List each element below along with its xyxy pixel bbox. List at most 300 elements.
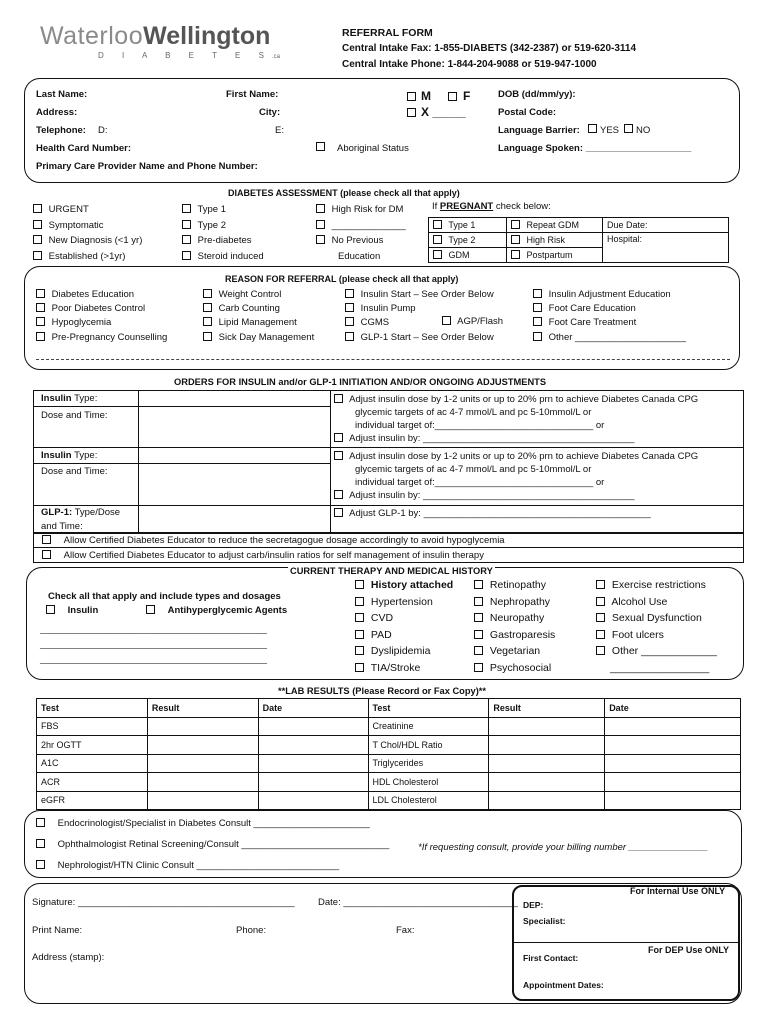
checkbox[interactable] xyxy=(596,580,605,589)
lab-result-cell[interactable] xyxy=(489,717,605,736)
lab-date-cell[interactable] xyxy=(258,791,368,810)
assessment-steroid-label: Steroid induced xyxy=(197,250,264,262)
insulin-type-suffix-1: Type: xyxy=(71,393,98,404)
health-card-label: Health Card Number: xyxy=(36,143,132,154)
checkbox[interactable] xyxy=(203,289,212,298)
reason-insulin-start[interactable] xyxy=(345,288,494,302)
nephropathy[interactable] xyxy=(474,594,555,611)
checkbox[interactable] xyxy=(433,250,442,259)
adjust-insulin-by-2[interactable] xyxy=(334,489,698,502)
adjust-glp1[interactable] xyxy=(334,508,651,520)
checkbox[interactable] xyxy=(345,332,354,341)
therapy-line-2[interactable]: ________________________________________________ xyxy=(40,639,267,649)
vegetarian-label: Vegetarian xyxy=(489,645,541,657)
exercise-restrictions-label: Exercise restrictions xyxy=(611,579,706,591)
reason-diabetes-education[interactable] xyxy=(36,288,167,302)
date-field[interactable]: Date: _________________________________ xyxy=(318,897,518,908)
checkbox[interactable] xyxy=(433,220,442,229)
reason-col1 xyxy=(36,288,167,345)
due-date-label: Due Date: xyxy=(607,220,648,230)
logo-part2: Wellington xyxy=(143,22,271,50)
reason-agp-label: AGP/Flash xyxy=(457,316,504,327)
consult-nephro-label: Nephrologist/HTN Clinic Consult ___________________________ xyxy=(57,860,340,871)
nephropathy-label: Nephropathy xyxy=(489,595,551,608)
sex-m-checkbox[interactable] xyxy=(407,92,416,101)
reason-prepregnancy-label: Pre-Pregnancy Counselling xyxy=(51,331,168,343)
therapy-antihyper[interactable] xyxy=(146,605,287,617)
therapy-line-1[interactable]: ________________________________________________ xyxy=(40,624,267,634)
lab-test-acr: ACR xyxy=(37,773,148,792)
reason-glp1-start-label: GLP-1 Start – See Order Below xyxy=(360,331,494,343)
gastroparesis[interactable] xyxy=(474,627,555,644)
reason-foot-care-tx[interactable] xyxy=(533,316,686,330)
checkbox[interactable] xyxy=(203,332,212,341)
dose-time-input-1[interactable] xyxy=(140,407,329,447)
glp1-bold: GLP-1: xyxy=(41,507,73,518)
foot-ulcers[interactable] xyxy=(596,627,717,644)
adjust-line1-a: Adjust insulin dose by 1-2 units or up to 20% prn to achieve Diabetes Canada CPG xyxy=(349,394,699,405)
specialist-label: Specialist: xyxy=(523,916,566,926)
checkbox[interactable] xyxy=(533,303,542,312)
checkbox[interactable] xyxy=(355,663,364,672)
assessment-type1[interactable] xyxy=(182,202,264,218)
checkbox[interactable] xyxy=(36,818,45,827)
assessment-no-previous[interactable] xyxy=(316,233,406,249)
lab-test-triglycerides: Triglycerides xyxy=(368,754,489,773)
billing-number[interactable]: *If requesting consult, provide your billing number _______________ xyxy=(418,842,708,853)
checkbox[interactable] xyxy=(36,289,45,298)
adjust-by-label-2: Adjust insulin by: ________________________________________ xyxy=(349,490,635,501)
checkbox[interactable] xyxy=(334,490,343,499)
checkbox[interactable] xyxy=(355,613,364,622)
sex-x-checkbox[interactable] xyxy=(407,108,416,117)
checkbox[interactable] xyxy=(334,433,343,442)
sex-m-label: M xyxy=(421,89,431,103)
reason-title: REASON FOR REFERRAL (please check all that apply) xyxy=(225,274,459,284)
foot-ulcers-label: Foot ulcers xyxy=(611,628,664,641)
insulin-type-suffix-2: Type: xyxy=(71,450,98,461)
logo-wordmark xyxy=(40,22,270,51)
checkbox[interactable] xyxy=(345,289,354,298)
reason-foot-care-ed[interactable] xyxy=(533,302,686,316)
language-barrier-yes: YES xyxy=(600,125,620,136)
reason-insulin-start-label: Insulin Start – See Order Below xyxy=(360,289,494,300)
internal-use-title: For Internal Use ONLY xyxy=(630,886,726,896)
checkbox[interactable] xyxy=(33,220,42,229)
insulin-type-input-1[interactable] xyxy=(140,391,329,406)
lab-result-cell[interactable] xyxy=(147,791,258,810)
checkbox[interactable] xyxy=(36,332,45,341)
lab-table xyxy=(36,698,741,810)
reason-hypoglycemia[interactable] xyxy=(36,316,167,330)
lab-result-cell[interactable] xyxy=(147,754,258,773)
neuropathy[interactable] xyxy=(474,610,555,627)
reason-insulin-adjust-ed[interactable] xyxy=(533,288,686,302)
lab-test-fbs: FBS xyxy=(37,717,148,736)
reason-weight-control[interactable] xyxy=(203,288,314,302)
lab-result-cell[interactable] xyxy=(147,736,258,755)
assessment-high-risk-label: High Risk for DM xyxy=(331,204,404,215)
assessment-col1 xyxy=(33,202,142,264)
allow-carb-ratio-label: Allow Certified Diabetes Educator to adjust carb/insulin ratios for self management of insulin therapy xyxy=(63,550,484,561)
reason-other-label: Other _____________________ xyxy=(548,331,686,343)
checkbox[interactable] xyxy=(42,535,51,544)
checkbox[interactable] xyxy=(182,220,191,229)
reason-other[interactable] xyxy=(533,331,686,345)
assessment-col2 xyxy=(182,202,264,264)
checkbox[interactable] xyxy=(334,451,343,460)
orders-divider-2 xyxy=(330,390,331,533)
adjust-line1-b: Adjust insulin dose by 1-2 units or up to 20% prn to achieve Diabetes Canada CPG xyxy=(349,451,699,462)
therapy-col1 xyxy=(355,577,453,676)
logo-sub-text: D I A B E T E S xyxy=(98,51,272,60)
tia-stroke[interactable] xyxy=(355,660,453,677)
primary-care-label: Primary Care Provider Name and Phone Number: xyxy=(36,161,258,172)
preg-type2[interactable] xyxy=(429,233,507,248)
lab-test-ldl: LDL Cholesterol xyxy=(368,791,489,810)
checkbox[interactable] xyxy=(345,317,354,326)
reason-lipid[interactable] xyxy=(203,316,314,330)
lab-date-cell[interactable] xyxy=(258,754,368,773)
assessment-other-line[interactable] xyxy=(316,218,406,234)
reason-carb-counting[interactable] xyxy=(203,302,314,316)
lab-result-cell[interactable] xyxy=(489,754,605,773)
orders-rule xyxy=(33,463,330,464)
therapy-col2 xyxy=(474,577,555,676)
pregnant-pre: If xyxy=(432,201,440,212)
lab-date-cell[interactable] xyxy=(258,717,368,736)
adjust-dose-2[interactable] xyxy=(334,450,698,463)
lab-row xyxy=(37,754,741,773)
consult-nephro[interactable] xyxy=(36,860,339,872)
checkbox[interactable] xyxy=(36,839,45,848)
assessment-no-previous-label2: Education xyxy=(338,250,381,262)
appointment-dates-label: Appointment Dates: xyxy=(523,980,604,990)
lab-result-cell[interactable] xyxy=(489,791,605,810)
lab-test-egfr: eGFR xyxy=(37,791,148,810)
aboriginal-checkbox[interactable] xyxy=(316,142,325,151)
reason-hypoglycemia-label: Hypoglycemia xyxy=(51,317,112,329)
insulin-type-label-2 xyxy=(41,451,97,462)
fax-label: Fax: xyxy=(396,925,415,936)
intake-phone: Central Intake Phone: 1-844-204-9088 or 519-947-1000 xyxy=(342,59,597,70)
orders-rule xyxy=(33,505,744,506)
insulin-type-bold-1: Insulin xyxy=(41,393,72,404)
reason-insulin-adjust-ed-label: Insulin Adjustment Education xyxy=(548,289,671,300)
checkbox[interactable] xyxy=(146,605,155,614)
cvd[interactable] xyxy=(355,610,453,627)
postal-label: Postal Code: xyxy=(498,107,557,118)
reason-cgms-label: CGMS xyxy=(360,317,390,329)
adjust-glp1-label: Adjust GLP-1 by: ___________________________________________ xyxy=(349,508,651,519)
dyslipidemia-label: Dyslipidemia xyxy=(370,645,431,657)
and-time-label: and Time: xyxy=(41,521,83,532)
reason-prepregnancy[interactable] xyxy=(36,331,167,345)
history-attached-label: History attached xyxy=(370,579,454,591)
checkbox[interactable] xyxy=(33,204,42,213)
checkbox[interactable] xyxy=(433,235,442,244)
adjust-dose-1[interactable] xyxy=(334,393,698,406)
checkbox[interactable] xyxy=(182,204,191,213)
assessment-type2-label: Type 2 xyxy=(197,219,226,231)
preg-type1-label: Type 1 xyxy=(448,220,476,230)
checkbox[interactable] xyxy=(474,663,483,672)
checkbox[interactable] xyxy=(334,394,343,403)
adjust-line3-b: individual target of:______________________________ or xyxy=(355,477,605,488)
assessment-symptomatic[interactable] xyxy=(33,218,142,234)
exercise-restrictions[interactable] xyxy=(596,577,717,594)
assessment-prediabetes[interactable] xyxy=(182,233,264,249)
consult-endo[interactable] xyxy=(36,818,370,830)
lab-row xyxy=(37,717,741,736)
lab-date-cell[interactable] xyxy=(258,736,368,755)
checkbox[interactable] xyxy=(316,204,325,213)
therapy-title: CURRENT THERAPY AND MEDICAL HISTORY xyxy=(290,566,493,576)
allow-secretagogue-label: Allow Certified Diabetes Educator to reduce the secretagogue dosage accordingly to avoid hypoglycemia xyxy=(63,535,505,546)
lab-header-row xyxy=(37,699,741,718)
therapy-other-label: Other _____________ xyxy=(611,645,718,657)
assessment-steroid[interactable] xyxy=(182,249,264,265)
checkbox[interactable] xyxy=(474,646,483,655)
language-barrier-label: Language Barrier: xyxy=(498,125,580,136)
reason-foot-care-ed-label: Foot Care Education xyxy=(548,303,636,315)
dyslipidemia[interactable] xyxy=(355,643,453,660)
glp1-suffix: Type/Dose xyxy=(72,507,121,518)
checkbox[interactable] xyxy=(355,597,364,606)
checkbox[interactable] xyxy=(474,580,483,589)
checkbox[interactable] xyxy=(596,613,605,622)
checkbox[interactable] xyxy=(316,220,325,229)
telephone-day-label: D: xyxy=(98,125,108,136)
preg-repeat-gdm[interactable] xyxy=(507,218,603,233)
checkbox[interactable] xyxy=(533,289,542,298)
glp1-label xyxy=(41,508,120,519)
reason-notes-line[interactable] xyxy=(36,359,730,360)
preg-type1[interactable] xyxy=(429,218,507,233)
assessment-urgent-label: URGENT xyxy=(48,204,89,215)
insulin-type-bold-2: Insulin xyxy=(41,450,72,461)
therapy-other-line[interactable]: _________________ xyxy=(610,661,710,674)
checkbox[interactable] xyxy=(355,580,364,589)
logo-part1: Waterloo xyxy=(40,22,144,50)
checkbox[interactable] xyxy=(42,550,51,559)
lab-result-cell[interactable] xyxy=(147,717,258,736)
history-attached[interactable] xyxy=(355,577,453,594)
sex-f-checkbox[interactable] xyxy=(448,92,457,101)
lab-result-cell[interactable] xyxy=(489,773,605,792)
assessment-symptomatic-label: Symptomatic xyxy=(48,219,104,231)
sexual-dysfunction[interactable] xyxy=(596,610,717,627)
checkbox[interactable] xyxy=(596,630,605,639)
checkbox[interactable] xyxy=(474,597,483,606)
psychosocial[interactable] xyxy=(474,660,555,677)
checkbox[interactable] xyxy=(511,235,520,244)
assessment-high-risk[interactable] xyxy=(316,202,406,218)
therapy-insulin-label: Insulin xyxy=(67,605,99,616)
dose-time-label-1: Dose and Time: xyxy=(41,410,108,421)
checkbox[interactable] xyxy=(316,235,325,244)
adjust-line2-b: glycemic targets of ac 4-7 mmol/L and pc 5-10mmol/L or xyxy=(355,464,592,475)
orders-divider-1 xyxy=(138,390,139,533)
lab-title: **LAB RESULTS (Please Record or Fax Copy)** xyxy=(278,686,487,696)
intake-fax: Central Intake Fax: 1-855-DIABETS (342-2387) or 519-620-3114 xyxy=(342,43,637,54)
allow-carb-ratio[interactable] xyxy=(42,550,484,562)
therapy-instruction: Check all that apply and include types and dosages xyxy=(48,591,281,602)
checkbox[interactable] xyxy=(474,630,483,639)
internal-divider xyxy=(512,942,740,943)
consult-endo-label: Endocrinologist/Specialist in Diabetes Consult ______________________ xyxy=(57,818,370,829)
checkbox[interactable] xyxy=(442,316,451,325)
sexual-dysfunction-label: Sexual Dysfunction xyxy=(611,612,702,624)
preg-type2-label: Type 2 xyxy=(448,235,476,245)
language-spoken-label: Language Spoken: ____________________ xyxy=(498,143,692,154)
reason-lipid-label: Lipid Management xyxy=(218,317,297,329)
sex-f-label: F xyxy=(463,89,471,103)
sex-x-label: X _____ xyxy=(421,105,466,119)
gastroparesis-label: Gastroparesis xyxy=(489,628,556,641)
lab-header-result-left: Result xyxy=(147,699,258,718)
pregnant-heading xyxy=(432,202,551,213)
lab-result-cell[interactable] xyxy=(489,736,605,755)
assessment-established-label: Established (>1yr) xyxy=(48,250,126,262)
assessment-type1-label: Type 1 xyxy=(197,204,226,215)
therapy-insulin[interactable] xyxy=(46,605,98,617)
vegetarian[interactable] xyxy=(474,643,555,660)
first-name-label: First Name: xyxy=(226,89,279,100)
checkbox[interactable] xyxy=(203,303,212,312)
checkbox[interactable] xyxy=(355,646,364,655)
pregnant-post: check below: xyxy=(493,201,551,212)
preg-postpartum-label: Postpartum xyxy=(526,250,573,260)
preg-repeat-gdm-label: Repeat GDM xyxy=(526,220,580,230)
lab-date-cell[interactable] xyxy=(605,717,741,736)
preg-gdm[interactable] xyxy=(429,248,507,263)
checkbox[interactable] xyxy=(36,860,45,869)
checkbox[interactable] xyxy=(36,317,45,326)
dep-label: DEP: xyxy=(523,900,544,910)
checkbox[interactable] xyxy=(596,597,605,606)
checkbox[interactable] xyxy=(36,303,45,312)
reason-col2 xyxy=(203,288,314,345)
lab-row xyxy=(37,773,741,792)
psychosocial-label: Psychosocial xyxy=(489,661,552,674)
therapy-line-3[interactable]: ________________________________________________ xyxy=(40,654,267,664)
lab-test-ogtt: 2hr OGTT xyxy=(37,736,148,755)
assessment-established[interactable] xyxy=(33,249,142,265)
due-date[interactable] xyxy=(603,218,729,233)
aboriginal-label: Aboriginal Status xyxy=(337,143,409,154)
checkbox[interactable] xyxy=(355,630,364,639)
lab-date-cell[interactable] xyxy=(605,773,741,792)
checkbox[interactable] xyxy=(33,235,42,244)
logo-sub xyxy=(98,51,280,62)
lab-test-creatinine: Creatinine xyxy=(368,717,489,736)
form-title: REFERRAL FORM xyxy=(342,27,433,39)
assessment-type2[interactable] xyxy=(182,218,264,234)
allow-secretagogue[interactable] xyxy=(42,535,505,547)
assessment-col3 xyxy=(316,202,406,264)
lab-header-test-right: Test xyxy=(368,699,489,718)
checkbox[interactable] xyxy=(596,646,605,655)
lab-date-cell[interactable] xyxy=(258,773,368,792)
assessment-new-diagnosis[interactable] xyxy=(33,233,142,249)
reason-weight-control-label: Weight Control xyxy=(218,289,282,300)
reason-insulin-pump-label: Insulin Pump xyxy=(360,303,416,315)
assessment-title: DIABETES ASSESSMENT (please check all that apply) xyxy=(228,188,460,198)
reason-poor-control[interactable] xyxy=(36,302,167,316)
cvd-label: CVD xyxy=(370,612,394,624)
hospital-label: Hospital: xyxy=(607,234,643,244)
lab-result-cell[interactable] xyxy=(147,773,258,792)
alcohol-use-label: Alcohol Use xyxy=(611,595,668,608)
adjust-insulin-by-1[interactable] xyxy=(334,432,698,445)
pad-label: PAD xyxy=(370,628,392,641)
checkbox[interactable] xyxy=(511,220,520,229)
address-stamp-label: Address (stamp): xyxy=(32,952,105,963)
checkbox[interactable] xyxy=(334,508,343,517)
reason-sick-day[interactable] xyxy=(203,331,314,345)
neuropathy-label: Neuropathy xyxy=(489,612,545,624)
preg-postpartum[interactable] xyxy=(507,248,603,263)
reason-insulin-pump[interactable] xyxy=(345,302,494,316)
language-barrier-yes-checkbox[interactable] xyxy=(588,124,597,133)
checkbox[interactable] xyxy=(345,303,354,312)
phone-label: Phone: xyxy=(236,925,267,936)
reason-glp1-start[interactable] xyxy=(345,331,494,345)
lab-date-cell[interactable] xyxy=(605,791,741,810)
consult-ophth[interactable] xyxy=(36,839,389,851)
orders-rule xyxy=(33,447,744,448)
therapy-col3 xyxy=(596,577,717,676)
checkbox[interactable] xyxy=(533,317,542,326)
checkbox[interactable] xyxy=(533,332,542,341)
hypertension[interactable] xyxy=(355,594,453,611)
checkbox[interactable] xyxy=(46,605,55,614)
reason-poor-control-label: Poor Diabetes Control xyxy=(51,303,146,315)
checkbox[interactable] xyxy=(511,250,520,259)
checkbox[interactable] xyxy=(203,317,212,326)
preg-high-risk[interactable] xyxy=(507,233,603,248)
checkbox[interactable] xyxy=(474,613,483,622)
assessment-new-diagnosis-label: New Diagnosis (<1 yr) xyxy=(48,235,143,246)
address-label: Address: xyxy=(36,107,78,118)
reason-agp[interactable] xyxy=(442,316,503,328)
lab-date-cell[interactable] xyxy=(605,736,741,755)
alcohol-use[interactable] xyxy=(596,594,717,611)
retinopathy[interactable] xyxy=(474,577,555,594)
dose-time-label-2: Dose and Time: xyxy=(41,466,108,477)
checkbox[interactable] xyxy=(33,251,42,260)
language-barrier-no-checkbox[interactable] xyxy=(624,124,633,133)
therapy-other[interactable] xyxy=(596,643,717,660)
lab-date-cell[interactable] xyxy=(605,754,741,773)
pad[interactable] xyxy=(355,627,453,644)
lab-test-a1c: A1C xyxy=(37,754,148,773)
checkbox[interactable] xyxy=(182,251,191,260)
lab-header-result-right: Result xyxy=(489,699,605,718)
checkbox[interactable] xyxy=(182,235,191,244)
assessment-urgent[interactable] xyxy=(33,202,142,218)
hospital[interactable] xyxy=(603,233,729,263)
language-barrier-no: NO xyxy=(636,125,651,136)
pregnant-keyword: PREGNANT xyxy=(439,201,494,212)
signature-field[interactable]: Signature: _________________________________________ xyxy=(32,897,295,908)
reason-sick-day-label: Sick Day Management xyxy=(218,331,315,343)
adjust-block-1 xyxy=(334,393,698,445)
reason-col4 xyxy=(533,288,686,345)
reason-carb-counting-label: Carb Counting xyxy=(218,303,280,315)
adjust-line2-a: glycemic targets of ac 4-7 mmol/L and pc 5-10mmol/L or xyxy=(355,407,592,418)
